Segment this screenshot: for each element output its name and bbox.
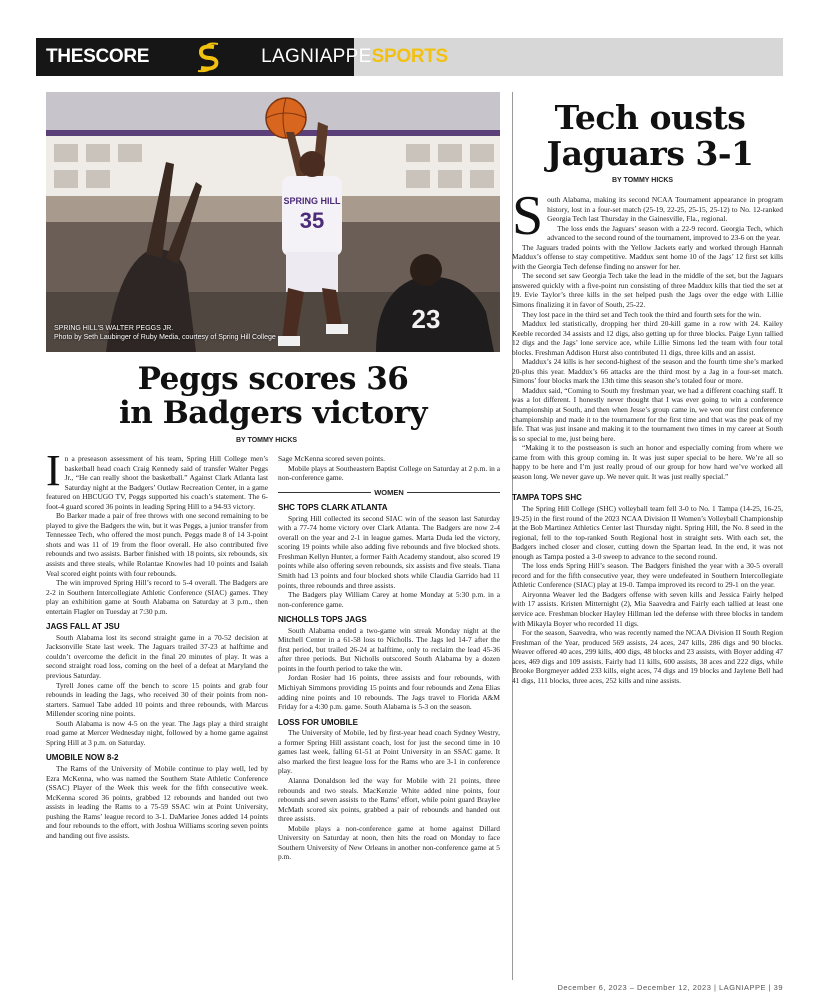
photo-illustration: [46, 92, 500, 352]
story2-paragraph: outh Alabama, making its second NCAA Tournament appearance in program history, lost in a four-set match (25-19, 22-25, 25-15, 25-12) to No. 12-ranked Georgia Tech last Thursday in the Gainesville, Fla., regional.: [547, 195, 783, 224]
story2-column: [512, 185, 783, 685]
story1-paragraph: South Alabama ended a two-game win streak Monday night at the Mitchell Center in a 61-58 loss to Nicholls. The Jags led 14-7 after the first period, but trailed 26-24 at halftime, only to reclaim the lead 45-36 after three periods. But Nicholls outscored South Alabama by a dozen points in the fourth period to take the win.: [278, 625, 500, 673]
story1-column-1: [46, 446, 268, 840]
page-footer: December 6, 2023 – December 12, 2023 | LAGNIAPPE | 39: [557, 983, 783, 992]
story2-headline: [520, 100, 780, 172]
story2-paragraph: Maddux said, “Coming to South my freshman year, we had a different coaching staff. It was a lot different. I honestly never thought that I was ever going to win a conference championship at South, and then when Jesse’s group came in, we won our first conference championship and made it to the tournament for the first time and that was the peak of my life. That was just insane and making it to the tournament two times in my career at South is so special to me, just being here.: [512, 385, 783, 443]
story2-paragraph: The second set saw Georgia Tech take the lead in the middle of the set, but the Jaguars answered quickly with a five-point run consisting of three Maddux kills that tied the set at 19. Evie Taylor’s three kills in the set helped push the Jags over the edge with Lillie Simons finalizing it in favor of South, 25-22.: [512, 271, 783, 310]
lagniappe-logo-icon: [192, 41, 224, 73]
photo-caption: [54, 324, 276, 342]
jersey-number-23: 23: [411, 304, 441, 334]
story1-headline-line-2: in Badgers victory: [118, 395, 428, 431]
story1-headline: [46, 362, 500, 430]
story1-paragraph: Bo Barker made a pair of free throws with one second remaining to be played to give the Badgers the win, but it was Peggs, a junior transfer from Tennessee Tech, who offered the most punch. Peggs made 8 of 14 3-point shots and was 11 of 19 from the floor overall. He also contributed five rebounds and two assists. Barber finished with 18 points, six rebounds, six assists and three steals, while Rolantae Knowles had 10 points and Isaiah Veal scored eight points with four rebounds.: [46, 511, 268, 578]
subhead-jags-fall: JAGS FALL AT JSU: [46, 622, 120, 632]
story1-paragraph: Alanna Donaldson led the way for Mobile with 21 points, three rebounds and two steals. MacKenzie White added nine points, four rebounds and seven assists to the Rams’ effort, while point guard Braylee McMath scored six points, grabbed a pair of rebounds and handed out three assists.: [278, 775, 500, 824]
story2-paragraph: Maddux led statistically, dropping her third 20-kill game in a row with 24. Kailey Keeble recorded 34 assists and 12 digs, also getting up for three blocks. Paige Lynn tallied 12 digs and the Jags’ lone service ace, while Lillie Simons led the team with four total blocks. Freshman Addison Hurst also contributed 11 digs, three kills and an assist.: [512, 319, 783, 357]
banner-lagniappe: LAGNIAPPE: [261, 46, 372, 67]
story1-paragraph: The University of Mobile, led by first-year head coach Sydney Westry, a former Spring Hill assistant coach, lost for just the second time in 10 games last week, falling 61-51 at Point University in an SSAC game. It also marked the first league loss for the Rams who are 3-1 in conference play.: [278, 728, 500, 776]
story1-paragraph: Mobile plays a non-conference game at home against Dillard University on Saturday at noon, then hits the road on Monday to face Southern University of New Orleans in another non-conference game at 5 p.m.: [278, 823, 500, 862]
story1-dropcap: I: [46, 446, 61, 495]
story2-headline-line-1: Tech ousts: [554, 98, 746, 137]
story2-headline-line-2: Jaguars 3-1: [546, 134, 754, 173]
story1-paragraph: Jordan Rosier had 16 points, three assists and four rebounds, with Michiyah Simmons providing 15 points and four rebounds and Zena Elias adding nine points and 10 rebounds. The Jags travel to Florida A&M Friday for a 4:30 p.m. game. South Alabama is 5-3 on the season.: [278, 673, 500, 712]
story1-paragraph: The Rams of the University of Mobile continue to play well, led by Ezra McKenna, who was named the Southern State Athletic Conference (SSAC) Player of the Week this week for the fifth consecutive week. McKenna scored 36 points, grabbed 12 rebounds and handed out two assists in leading the Rams to a 75-59 SSAC win at Point University, pushing the Rams’ league record to 3-1. DaMariee Jones added 14 points and four rebounds to the effort, with Joshua Williams scoring seven points and handing out five assists.: [46, 763, 268, 840]
story2-paragraph: The loss ends Spring Hill’s season. The Badgers finished the year with a 30-5 overall record and for the fifth consecutive year, they were undefeated in Southern Intercollegiate Athletic Conference (SIAC) play at 19-0. Tampa improved its record to 29-1 on the year.: [512, 561, 783, 590]
subhead-umobile-now: UMOBILE NOW 8-2: [46, 753, 119, 763]
story1-paragraph: The win improved Spring Hill’s record to 5-4 overall. The Badgers are 2-2 in Southern Intercollegiate Athletic Conference (SIAC) games. They play an exhibition game at South Alabama on Saturday at 3 p.m., then entertain Flagler on Tuesday at 7:30 p.m.: [46, 578, 268, 616]
story2-paragraph: They lost pace in the third set and Tech took the third and fourth sets for the win.: [522, 309, 762, 319]
story1-paragraph: The Badgers play William Carey at home Monday at 5:30 p.m. in a non-conference game.: [278, 590, 500, 609]
story1-paragraph: Sage McKenna scored seven points.: [278, 454, 385, 463]
women-section-divider: [278, 488, 500, 498]
banner-thescore: THESCORE: [46, 46, 150, 67]
subhead-loss-umobile: LOSS FOR UMOBILE: [278, 717, 358, 727]
caption-line-2: Photo by Seth Laubinger of Ruby Media, courtesy of Spring Hill College: [54, 334, 276, 341]
story2-paragraph: Maddux’s 24 kills is her second-highest of the season and the fourth time she’s marked 20-plus this year. Maddux’s 66 attacks are the third most by a Jag in a four-set match. Simons’ four blocks mark the 13th time this season she’s totaled four or more.: [512, 357, 783, 386]
story1-paragraph: South Alabama is now 4-5 on the year. The Jags play a third straight road game at Mercer Wednesday night, followed by a home game against Spring Hill at 3 p.m. on Saturday.: [46, 718, 268, 747]
story1-headline-line-1: Peggs scores 36: [137, 361, 409, 397]
story1-paragraph: Tyrell Jones came off the bench to score 15 points and grab four rebounds in leading the Jags, who received 30 of their points from non-starters. Samuel Tabe added 10 points and three rebounds, with Marcus Millender scoring nine points.: [46, 680, 268, 719]
story2-paragraph: “Making it to the postseason is such an honor and especially coming from where we came from with this group coming in. It was just super special to be here. We’re all so happy to be here and I’m just really proud of our group for how hard we’ve worked all season long. We never gave up. We never quit. It was just really special.”: [512, 443, 783, 481]
women-label: WOMEN: [374, 487, 404, 497]
story2-paragraph: The Spring Hill College (SHC) volleyball team fell 3-0 to No. 1 Tampa (14-25, 16-25, 19-25) in the first round of the 2023 NCAA Division II Women’s Volleyball Championship at the Bob Martinez Athletics Center last Thursday night. Spring Hill, the No. 8 seed in the regional, fell to the top-ranked South Regional host in straight sets. With each set, the Badgers inched closer and closer, cutting down the Spartan lead. In the end, it was not enough as Tampa posted a 3-0 sweep to advance to the second round.: [512, 503, 783, 561]
banner-sports: SPORTS: [371, 46, 448, 67]
story1-byline: BY TOMMY HICKS: [236, 437, 298, 444]
divider-line: [278, 492, 371, 493]
story2-dropcap: S: [512, 185, 544, 247]
jersey-number-35: 35: [299, 208, 325, 233]
subhead-shc-tops: SHC TOPS CLARK ATLANTA: [278, 503, 388, 513]
story2-paragraph: For the season, Saavedra, who was recently named the NCAA Division II South Region Freshman of the Year, produced 569 assists, 24 aces, 247 kills, 286 digs and 90 blocks. Weaver offered 40 aces, 299 kills, 400 digs, 48 blocks and 23 assists, with Boyer adding 47 aces, 469 digs and 109 assists. Fairly had 11 kills, 600 assists, 38 aces and 222 digs, while Brooke Borgmeyer added 233 kills, eight aces, 74 digs and 19 blocks and Jaylene Bell had 41 digs, 111 blocks, three aces, 252 kills and nine assists.: [512, 628, 783, 685]
story2-paragraph: The loss ends the Jaguars’ season with a 22-9 record. Georgia Tech, which advanced to the second round of the tournament, improved to 23-6 on the year.: [547, 223, 783, 243]
basketball-photo: [46, 92, 500, 352]
story1-paragraph: Spring Hill collected its second SIAC win of the season last Saturday with a 77-74 home victory over Clark Atlanta. The Badgers are now 2-4 overall on the year and 2-1 in league games. Marta Duda led the victory, scoring 19 points while also adding five rebounds and five blocked shots. Freshman Kellyn Hunter, a former Faith Academy standout, also scored 19 points while also offering seven rebounds, six assists and five steals. Tiana Smith had 13 points and four blocked shots while Claudia Garrido had 11 points, three rebounds and three assists.: [278, 513, 500, 590]
subhead-tampa: TAMPA TOPS SHC: [512, 493, 582, 503]
section-banner: [36, 38, 783, 76]
story1-column-2: [278, 454, 500, 862]
story1-paragraph: Mobile plays at Southeastern Baptist College on Saturday at 2 p.m. in a non-conference game.: [278, 463, 500, 483]
caption-line-1: SPRING HILL'S WALTER PEGGS JR.: [54, 325, 174, 332]
story2-paragraph: The Jaguars traded points with the Yellow Jackets early and worked through Hannah Maddux’s offense to stay competitive. Maddux sent home 10 of the Jags’ 12 first set kills with the Georgia Tech defense finding no answer for her.: [512, 242, 783, 271]
story1-paragraph: South Alabama lost its second straight game in a 70-52 decision at Jacksonville State last week. The Jaguars trailed 37-23 at halftime and couldn’t overcome the deficit in the final 20 minutes of play. It was a second straight road loss, coming on the heel of a defeat at Maryland the previous Saturday.: [46, 632, 268, 681]
story2-byline: BY TOMMY HICKS: [612, 177, 674, 184]
divider-line: [407, 492, 500, 493]
jersey-school-text: SPRING HILL: [283, 196, 341, 206]
story2-paragraph: Airyonna Weaver led the Badgers offense with seven kills and Jessica Fairly helped with 17 assists. Kristen Mitternight (2), Mia Saavedra and Fairly each tallied at least one service ace. Freshman blocker Hayley Hillman led the defense with three blocks in tandem with Mikayla Boyer who recorded 11 digs.: [512, 589, 783, 628]
subhead-nicholls: NICHOLLS TOPS JAGS: [278, 615, 367, 625]
story1-paragraph: n a preseason assessment of his team, Spring Hill College men’s basketball head coach Craig Kennedy said of transfer Walter Peggs Jr., “He can really shoot the basketball.” Against Clark Atlanta last Saturday night at the Badgers’ Outlaw Recreation Center, in a game featured on HBCUGO TV, Peggs supported his coach’s statement. The 6-foot-4 guard scored 36 points in leading Spring Hill to a 94-93 victory.: [46, 454, 268, 511]
